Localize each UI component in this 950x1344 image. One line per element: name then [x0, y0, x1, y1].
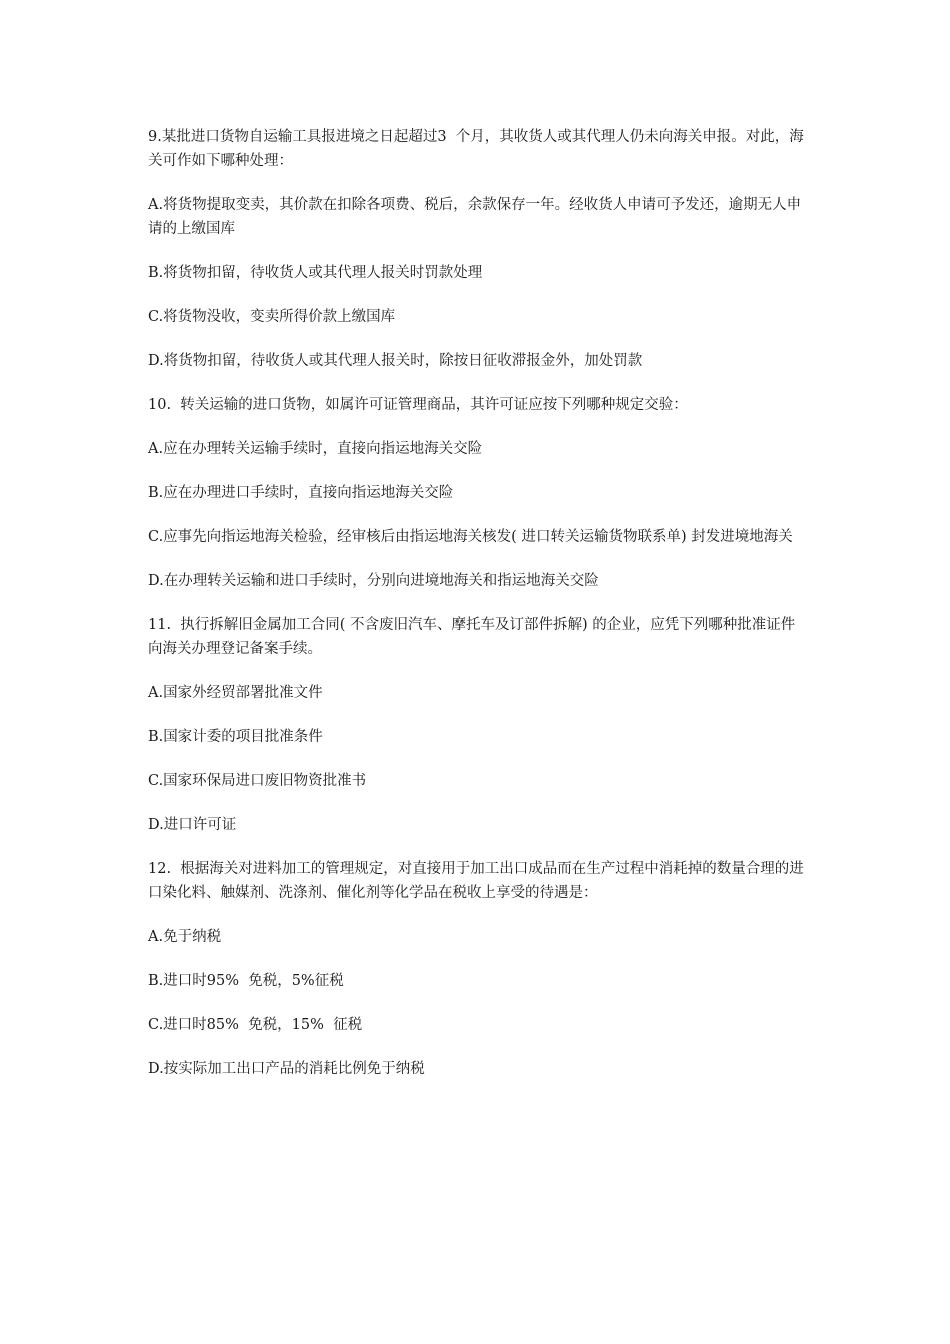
question-11-option-a: A.国家外经贸部署批准文件	[148, 685, 323, 701]
question-10-option-b: B.应在办理进口手续时，直接向指运地海关交险	[148, 485, 454, 501]
question-9-stem: 9.某批进口货物自运输工具报进境之日起超过3 个月，其收货人或其代理人仍未向海关申报。对此，海关可作如下哪种处理：	[148, 129, 804, 169]
question-9-option-d: D.将货物扣留，待收货人或其代理人报关时，除按日征收滞报金外，加处罚款	[148, 353, 643, 369]
question-11-option-b: B.国家计委的项目批准条件	[148, 729, 323, 745]
question-11-stem: 11. 执行拆解旧金属加工合同( 不含废旧汽车、摩托车及订部件拆解) 的企业，应凭下列哪种批准证件向海关办理登记备案手续。	[148, 617, 796, 657]
question-9-option-a: A.将货物提取变卖，其价款在扣除各项费、税后，余款保存一年。经收货人申请可予发还，逾期无人申请的上缴国库	[148, 197, 802, 237]
question-12-stem: 12. 根据海关对进料加工的管理规定，对直接用于加工出口成品而在生产过程中消耗掉的数量合理的进口染化料、触媒剂、洗涤剂、催化剂等化学品在税收上享受的待遇是：	[148, 861, 804, 901]
question-10-stem: 10. 转关运输的进口货物，如属许可证管理商品，其许可证应按下列哪种规定交验：	[148, 397, 688, 413]
document-page	[148, 125, 808, 1101]
question-9-option-b: B.将货物扣留，待收货人或其代理人报关时罚款处理	[148, 265, 483, 281]
question-10-option-d: D.在办理转关运输和进口手续时，分别向进境地海关和指运地海关交险	[148, 573, 599, 589]
question-11-option-c: C.国家环保局进口废旧物资批准书	[148, 773, 367, 789]
question-12-option-c: C.进口时85% 免税，15% 征税	[148, 1017, 363, 1033]
question-12-option-b: B.进口时95% 免税，5%征税	[148, 973, 344, 989]
question-10-option-a: A.应在办理转关运输手续时，直接向指运地海关交险	[148, 441, 483, 457]
question-12-option-d: D.按实际加工出口产品的消耗比例免于纳税	[148, 1061, 425, 1077]
question-12-option-a: A.免于纳税	[148, 929, 222, 945]
question-11-option-d: D.进口许可证	[148, 817, 237, 833]
question-10-option-c: C.应事先向指运地海关检验，经审核后由指运地海关核发( 进口转关运输货物联系单) 封发进境地海关	[148, 529, 793, 545]
question-9-option-c: C.将货物没收，变卖所得价款上缴国库	[148, 309, 396, 325]
